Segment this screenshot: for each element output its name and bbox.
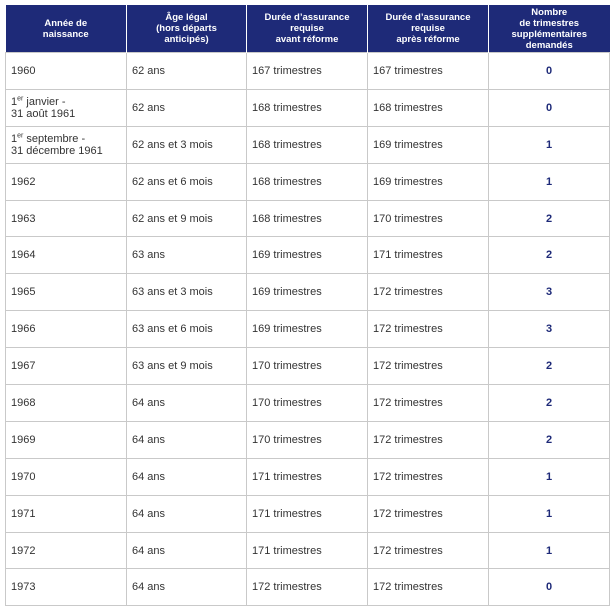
cell-legal-age: 62 ans (127, 89, 247, 126)
table-row (6, 126, 610, 163)
table-row (6, 200, 610, 237)
cell-duration-after: 172 trimestres (368, 385, 489, 422)
table-row (6, 569, 610, 606)
cell-duration-before: 168 trimestres (247, 89, 368, 126)
cell-extra-quarters: 1 (489, 126, 610, 163)
cell-legal-age: 64 ans (127, 458, 247, 495)
cell-duration-before: 169 trimestres (247, 237, 368, 274)
cell-extra-quarters: 1 (489, 458, 610, 495)
cell-extra-quarters: 2 (489, 348, 610, 385)
header-duration-before: Durée d’assurance requise avant réforme (247, 5, 368, 53)
table-row (6, 274, 610, 311)
cell-legal-age: 62 ans et 9 mois (127, 200, 247, 237)
cell-birth-year: 1966 (6, 311, 127, 348)
cell-legal-age: 64 ans (127, 421, 247, 458)
header-extra-quarters: Nombre de trimestres supplémentaires demandés (489, 5, 610, 53)
cell-duration-before: 171 trimestres (247, 495, 368, 532)
cell-legal-age: 62 ans et 3 mois (127, 126, 247, 163)
header-duration-after: Durée d’assurance requise après réforme (368, 5, 489, 53)
cell-duration-after: 170 trimestres (368, 200, 489, 237)
cell-duration-before: 167 trimestres (247, 53, 368, 90)
cell-birth-year: 1968 (6, 385, 127, 422)
table-header (6, 5, 610, 53)
header-row (6, 5, 610, 53)
table-row (6, 89, 610, 126)
cell-extra-quarters: 2 (489, 421, 610, 458)
table-row (6, 311, 610, 348)
cell-duration-before: 168 trimestres (247, 126, 368, 163)
cell-birth-year: 1963 (6, 200, 127, 237)
birth-year-line2: 31 août 1961 (11, 107, 76, 120)
cell-duration-before: 168 trimestres (247, 163, 368, 200)
cell-birth-year: 1969 (6, 421, 127, 458)
table-row (6, 421, 610, 458)
table-row (6, 458, 610, 495)
cell-birth-year: 1964 (6, 237, 127, 274)
cell-birth-year: 1965 (6, 274, 127, 311)
cell-duration-before: 169 trimestres (247, 311, 368, 348)
header-birth-year: Année de naissance (6, 5, 127, 53)
cell-duration-after: 172 trimestres (368, 458, 489, 495)
cell-extra-quarters: 3 (489, 274, 610, 311)
cell-extra-quarters: 0 (489, 53, 610, 90)
cell-duration-before: 169 trimestres (247, 274, 368, 311)
cell-extra-quarters: 2 (489, 200, 610, 237)
birth-year-line2: 31 décembre 1961 (11, 144, 103, 157)
cell-extra-quarters: 0 (489, 569, 610, 606)
retirement-reform-table (5, 5, 610, 606)
cell-duration-after: 167 trimestres (368, 53, 489, 90)
cell-extra-quarters: 1 (489, 163, 610, 200)
cell-duration-before: 171 trimestres (247, 532, 368, 569)
cell-extra-quarters: 2 (489, 237, 610, 274)
table-row (6, 53, 610, 90)
cell-extra-quarters: 2 (489, 385, 610, 422)
table-row (6, 163, 610, 200)
cell-duration-after: 172 trimestres (368, 274, 489, 311)
cell-duration-before: 172 trimestres (247, 569, 368, 606)
birth-year-line1: 1er septembre - (11, 132, 86, 145)
cell-extra-quarters: 1 (489, 532, 610, 569)
retirement-table-container (5, 5, 609, 606)
cell-duration-after: 172 trimestres (368, 532, 489, 569)
cell-legal-age: 64 ans (127, 569, 247, 606)
cell-birth-year: 1973 (6, 569, 127, 606)
cell-duration-after: 172 trimestres (368, 495, 489, 532)
cell-duration-after: 172 trimestres (368, 569, 489, 606)
cell-duration-after: 169 trimestres (368, 126, 489, 163)
cell-extra-quarters: 1 (489, 495, 610, 532)
cell-duration-before: 170 trimestres (247, 348, 368, 385)
table-row (6, 237, 610, 274)
cell-duration-after: 168 trimestres (368, 89, 489, 126)
cell-extra-quarters: 0 (489, 89, 610, 126)
cell-legal-age: 64 ans (127, 532, 247, 569)
cell-duration-before: 170 trimestres (247, 421, 368, 458)
cell-legal-age: 64 ans (127, 495, 247, 532)
cell-extra-quarters: 3 (489, 311, 610, 348)
table-body (6, 53, 610, 606)
cell-birth-year: 1971 (6, 495, 127, 532)
cell-legal-age: 64 ans (127, 385, 247, 422)
cell-duration-after: 172 trimestres (368, 311, 489, 348)
cell-legal-age: 62 ans et 6 mois (127, 163, 247, 200)
cell-duration-before: 168 trimestres (247, 200, 368, 237)
cell-birth-year: 1972 (6, 532, 127, 569)
cell-birth-year: 1970 (6, 458, 127, 495)
cell-duration-after: 172 trimestres (368, 421, 489, 458)
cell-legal-age: 62 ans (127, 53, 247, 90)
cell-legal-age: 63 ans et 9 mois (127, 348, 247, 385)
table-row (6, 495, 610, 532)
cell-birth-year (6, 126, 127, 163)
cell-legal-age: 63 ans (127, 237, 247, 274)
cell-duration-after: 169 trimestres (368, 163, 489, 200)
cell-duration-before: 171 trimestres (247, 458, 368, 495)
cell-birth-year (6, 89, 127, 126)
cell-birth-year: 1960 (6, 53, 127, 90)
cell-duration-after: 172 trimestres (368, 348, 489, 385)
cell-duration-before: 170 trimestres (247, 385, 368, 422)
header-legal-age: Âge légal (hors départs anticipés) (127, 5, 247, 53)
cell-birth-year: 1967 (6, 348, 127, 385)
table-row (6, 348, 610, 385)
birth-year-line1: 1er janvier - (11, 95, 66, 108)
cell-duration-after: 171 trimestres (368, 237, 489, 274)
cell-legal-age: 63 ans et 3 mois (127, 274, 247, 311)
cell-birth-year: 1962 (6, 163, 127, 200)
cell-legal-age: 63 ans et 6 mois (127, 311, 247, 348)
table-row (6, 532, 610, 569)
table-row (6, 385, 610, 422)
